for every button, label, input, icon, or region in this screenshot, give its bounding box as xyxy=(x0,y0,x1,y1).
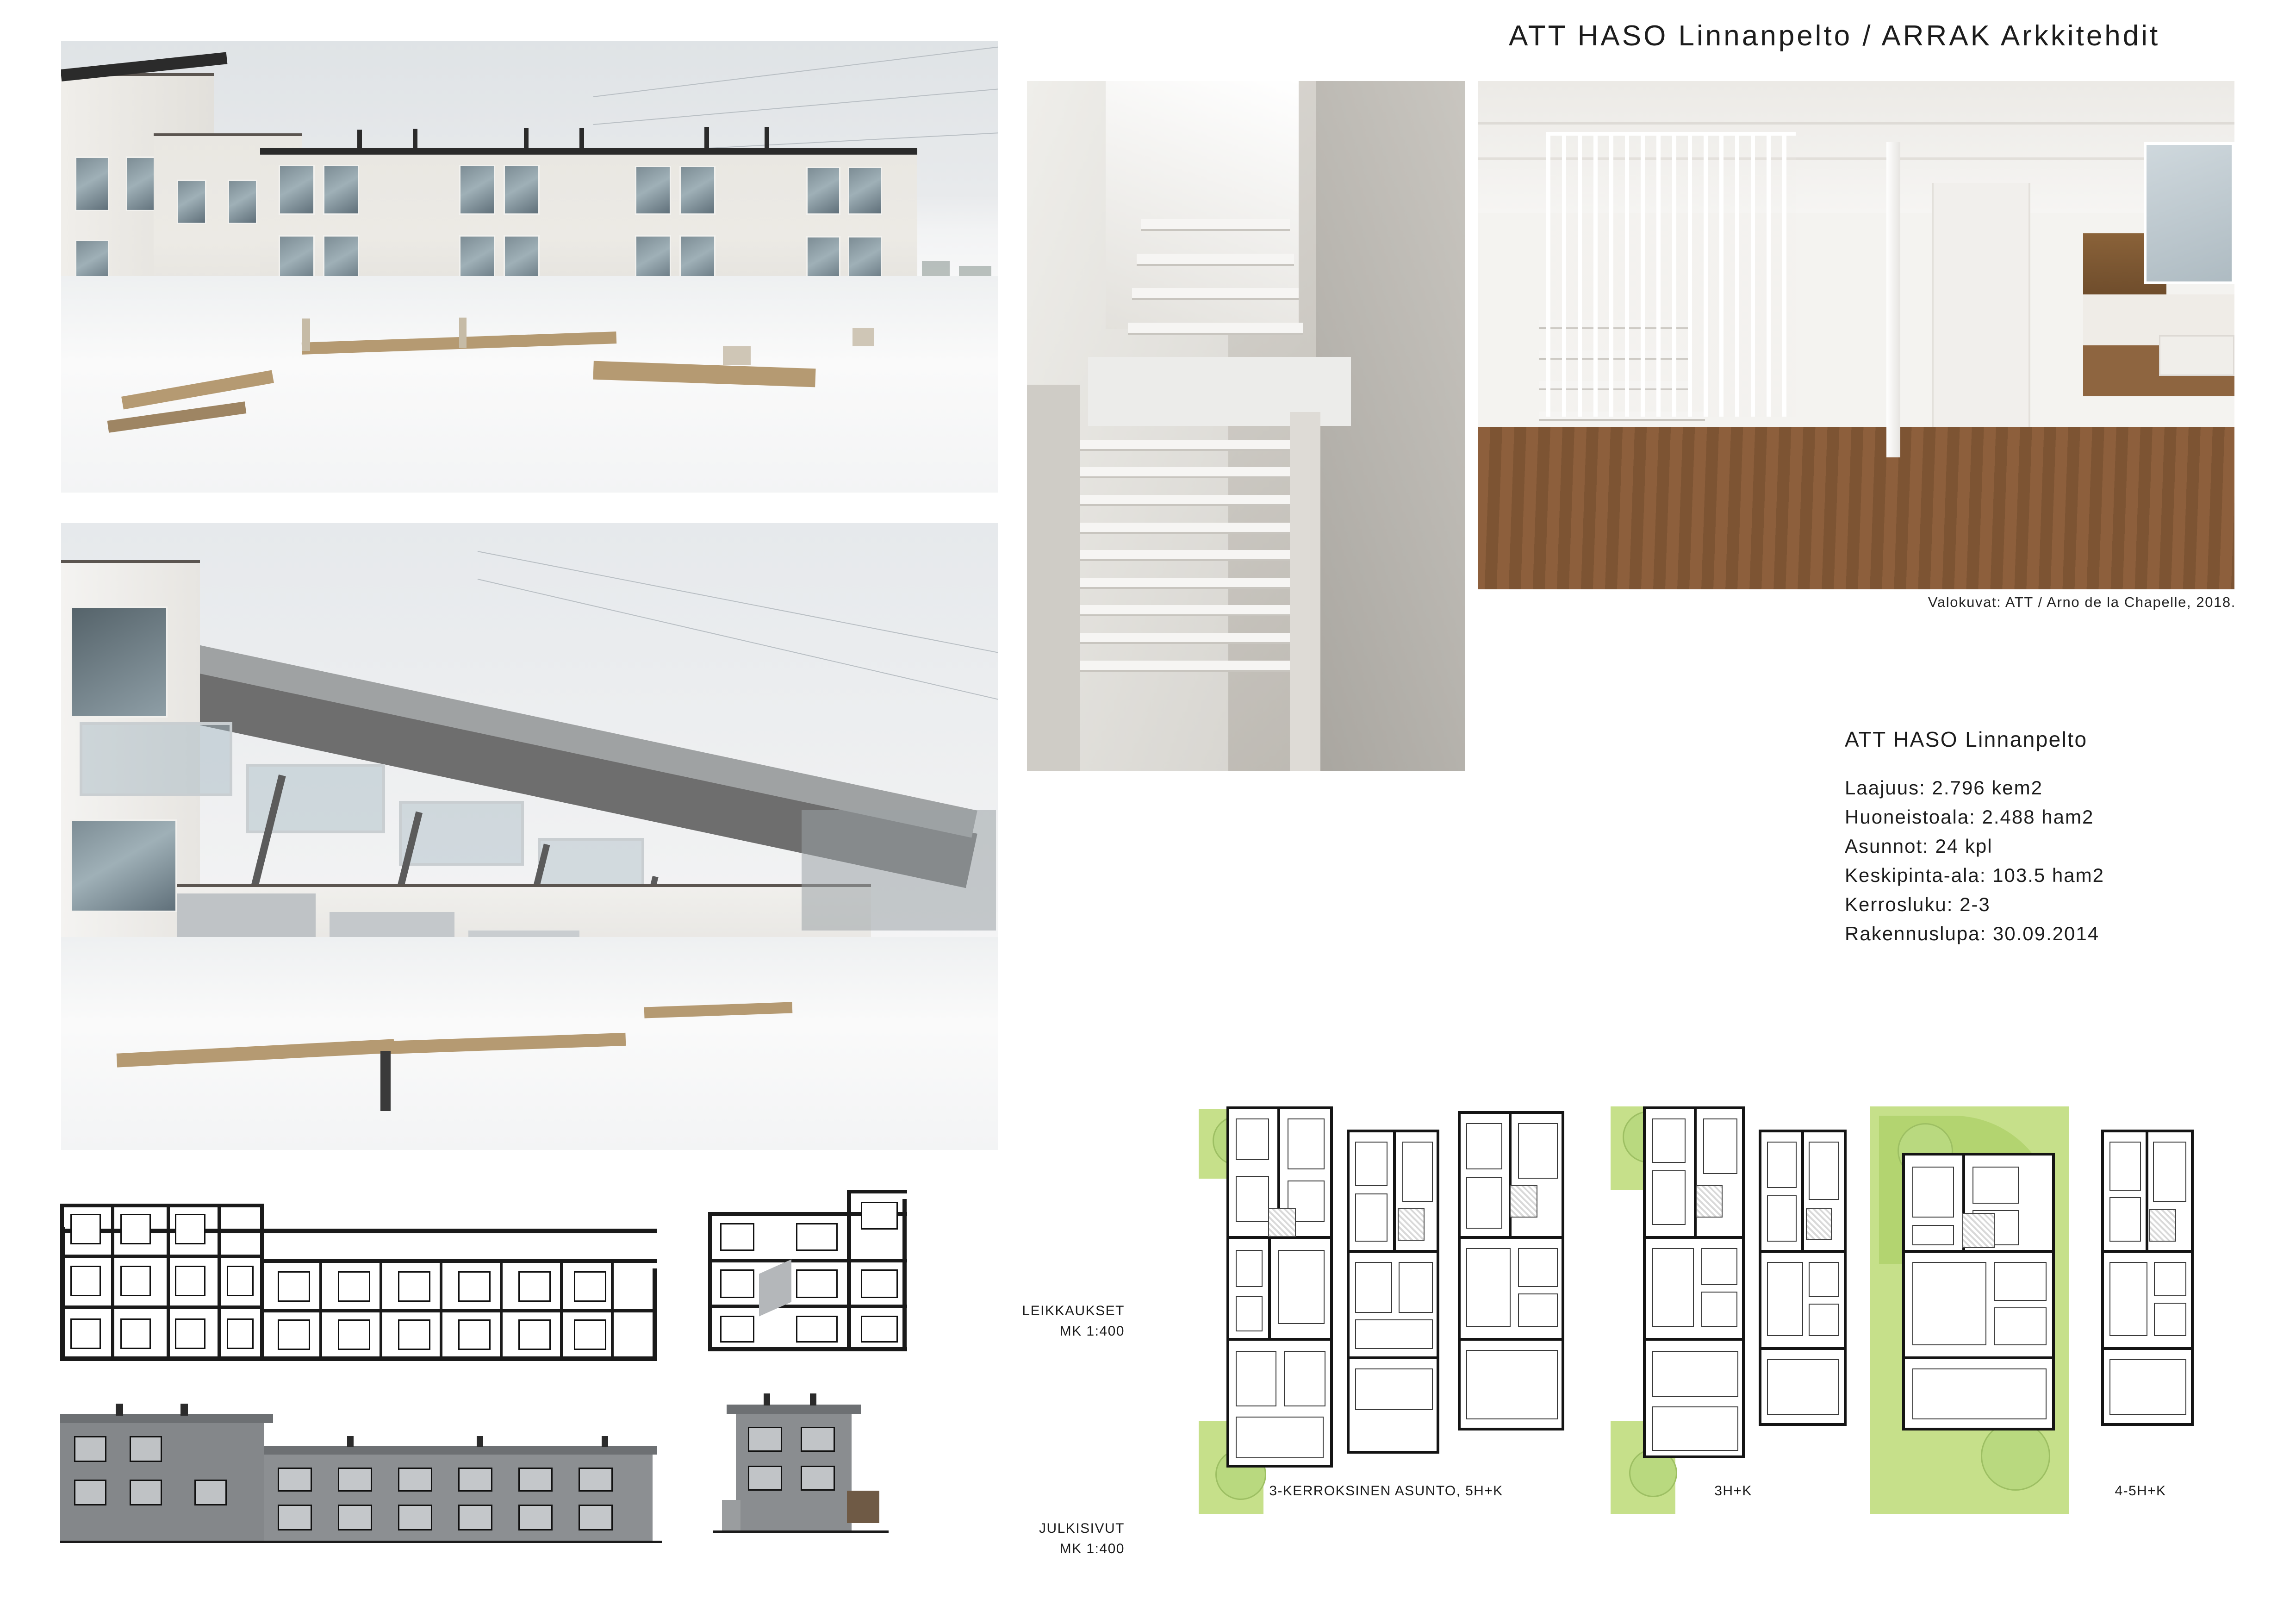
photo-interior-living xyxy=(1478,81,2234,589)
photo-exterior-courtyard xyxy=(61,41,998,493)
project-info-floors: Kerrosluku: 2-3 xyxy=(1845,893,1991,915)
label-elevations-scale: MK 1:400 xyxy=(1059,1541,1125,1556)
plan-group-5hk xyxy=(1199,1097,1574,1514)
project-info-apartment-area: Huoneistoala: 2.488 ham2 xyxy=(1845,806,2094,828)
plan-caption-45hk: 4-5H+K xyxy=(2115,1483,2166,1499)
project-info-permit: Rakennuslupa: 30.09.2014 xyxy=(1845,923,2100,944)
label-sections-scale: MK 1:400 xyxy=(1059,1323,1125,1339)
label-sections xyxy=(907,1301,1125,1341)
project-info-scope: Laajuus: 2.796 kem2 xyxy=(1845,777,2043,799)
drawing-elevation-longitudinal xyxy=(60,1393,657,1546)
label-sections-title: LEIKKAUKSET xyxy=(1022,1303,1125,1318)
drawing-section-cross xyxy=(708,1190,907,1366)
plan-caption-5hk: 3-KERROKSINEN ASUNTO, 5H+K xyxy=(1269,1483,1503,1499)
drawing-elevation-gable xyxy=(708,1384,893,1546)
project-info xyxy=(1845,727,2261,948)
label-elevations-title: JULKISIVUT xyxy=(1039,1521,1125,1536)
plan-group-3hk xyxy=(1611,1097,1856,1514)
plan-caption-3hk: 3H+K xyxy=(1714,1483,1752,1499)
plan-group-45hk xyxy=(1870,1097,2235,1514)
photo-stair-above xyxy=(1027,81,1465,771)
photo-credit: Valokuvat: ATT / Arno de la Chapelle, 2018. xyxy=(1928,594,2236,610)
drawing-section-longitudinal xyxy=(60,1204,657,1361)
project-info-dwellings: Asunnot: 24 kpl xyxy=(1845,835,1993,857)
project-info-title: ATT HASO Linnanpelto xyxy=(1845,727,2088,751)
label-elevations xyxy=(907,1518,1125,1559)
project-info-average-area: Keskipinta-ala: 103.5 ham2 xyxy=(1845,864,2104,886)
photo-facade-detail xyxy=(61,523,998,1150)
page-title: ATT HASO Linnanpelto / ARRAK Arkkitehdit xyxy=(1509,20,2160,52)
